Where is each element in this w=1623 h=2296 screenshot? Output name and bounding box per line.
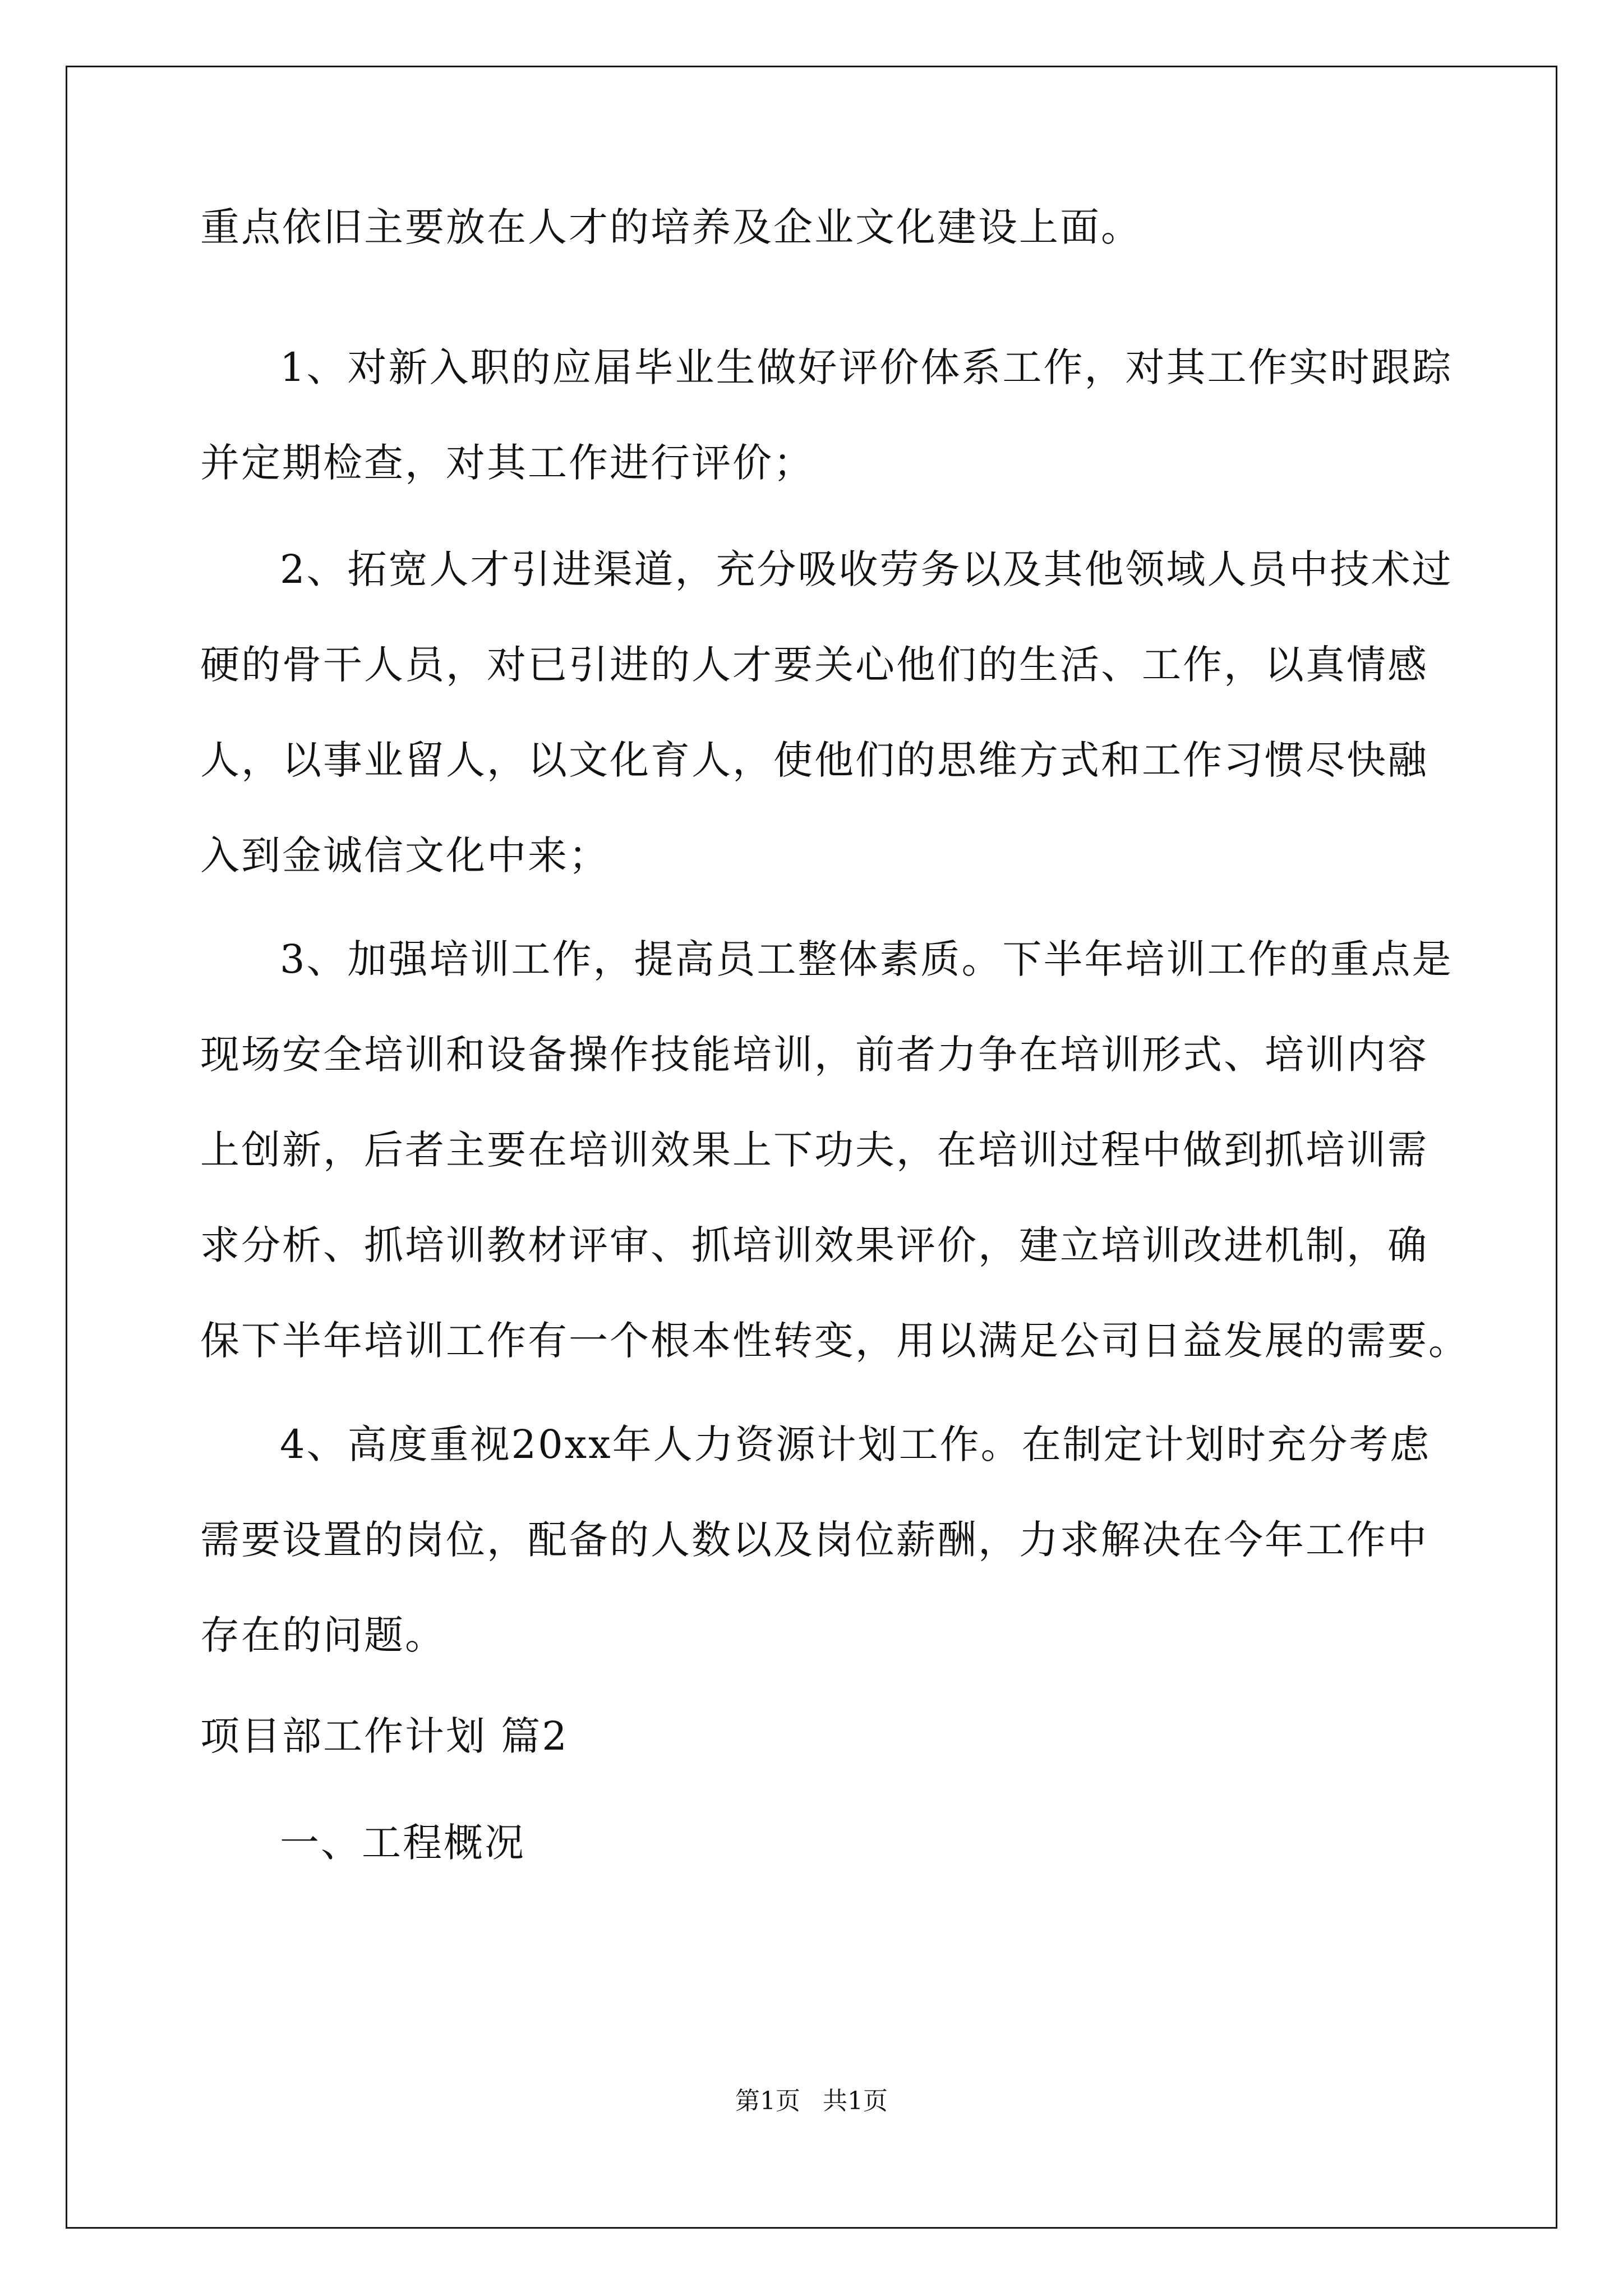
list-item-3-line-3: 上创新，后者主要在培训效果上下功夫，在培训过程中做到抓培训需	[200, 1127, 1428, 1173]
list-item-3-line-4: 求分析、抓培训教材评审、抓培训效果评价，建立培训改进机制，确	[200, 1222, 1428, 1268]
paragraph-continuation: 重点依旧主要放在人才的培养及企业文化建设上面。	[200, 204, 1142, 250]
page-number: 第1页	[735, 2087, 800, 2115]
page-total: 共1页	[823, 2087, 888, 2115]
list-item-3-line-5: 保下半年培训工作有一个根本性转变，用以满足公司日益发展的需要。	[200, 1318, 1469, 1364]
list-item-1-line-1: 1、对新入职的应届毕业生做好评价体系工作，对其工作实时跟踪	[280, 344, 1453, 390]
subsection-heading: 一、工程概况	[280, 1820, 525, 1866]
list-item-4-line-2: 需要设置的岗位，配备的人数以及岗位薪酬，力求解决在今年工作中	[200, 1517, 1428, 1563]
list-item-4-line-3: 存在的问题。	[200, 1612, 446, 1658]
page-footer	[0, 2089, 1623, 2114]
list-item-2-line-1: 2、拓宽人才引进渠道，充分吸收劳务以及其他领域人员中技术过	[280, 546, 1453, 592]
list-item-2-line-2: 硬的骨干人员，对已引进的人才要关心他们的生活、工作，以真情感	[200, 642, 1428, 688]
list-item-2-line-4: 入到金诚信文化中来；	[200, 832, 610, 878]
list-item-3-line-1: 3、加强培训工作，提高员工整体素质。下半年培训工作的重点是	[280, 936, 1453, 982]
list-item-1-line-2: 并定期检查，对其工作进行评价；	[200, 440, 814, 486]
section-heading: 项目部工作计划 篇2	[200, 1713, 569, 1759]
list-item-2-line-3: 人，以事业留人，以文化育人，使他们的思维方式和工作习惯尽快融	[200, 737, 1428, 783]
list-item-4-line-1: 4、高度重视20xx年人力资源计划工作。在制定计划时充分考虑	[280, 1421, 1431, 1467]
list-item-3-line-2: 现场安全培训和设备操作技能培训，前者力争在培训形式、培训内容	[200, 1032, 1428, 1078]
